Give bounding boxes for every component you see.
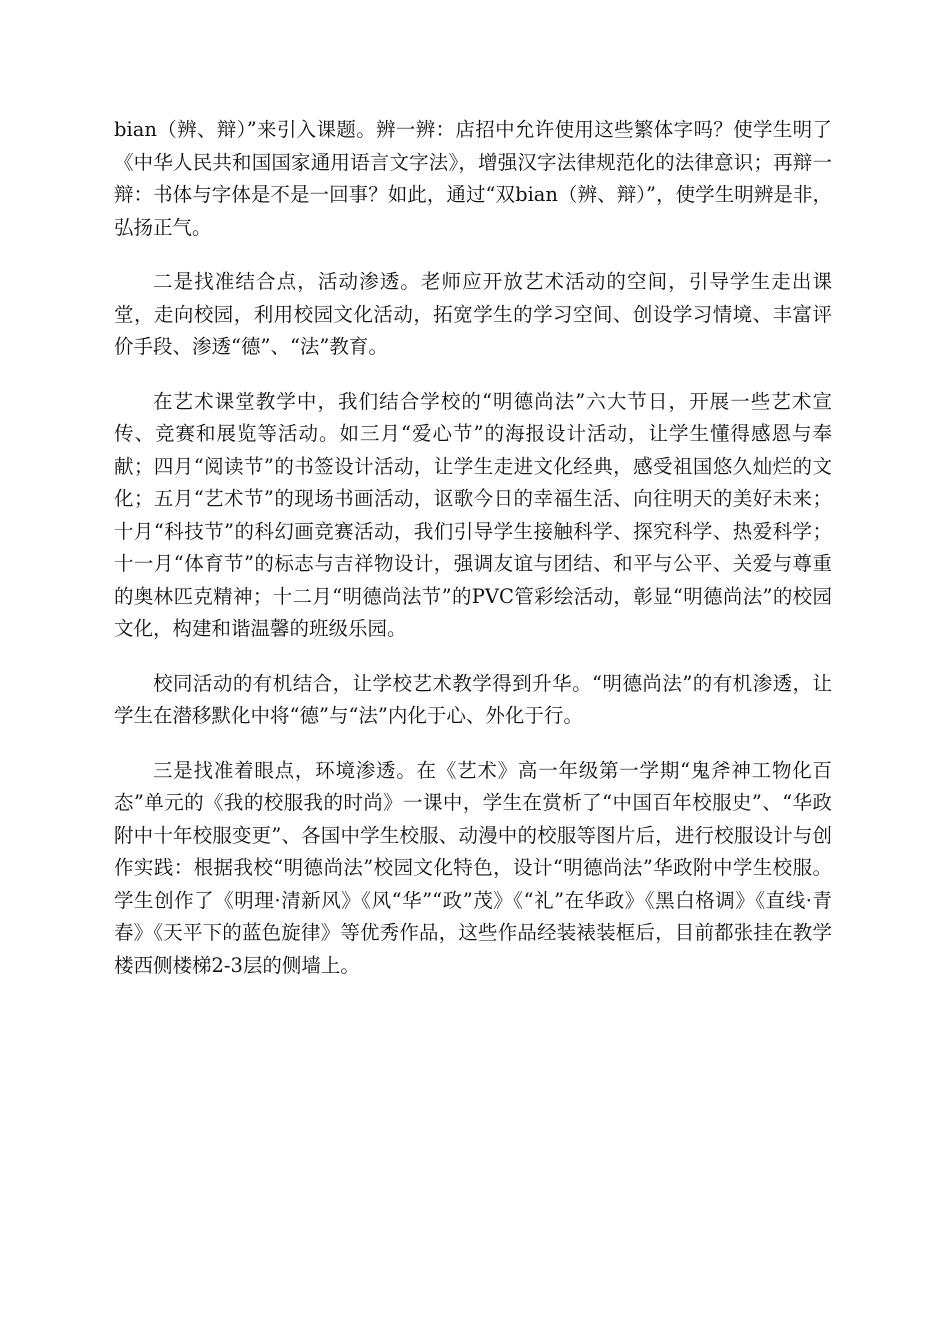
paragraph-festival-activities: 在艺术课堂教学中，我们结合学校的“明德尚法”六大节日，开展一些艺术宣传、竞赛和展览等活动。如三月“爱心节”的海报设计活动，让学生懂得感恩与奉献；四月“阅读节”的书签设计活动，让学生走进文化经典，感受祖国悠久灿烂的文化；五月“艺术节”的现场书画活动，讴歌今日的幸福生活、向往明天的美好未来；十月“科技节”的科幻画竞赛活动，我们引导学生接触科学、探究科学、热爱科学；十一月“体育节”的标志与吉祥物设计，强调友谊与团结、和平与公平、关爱与尊重的奥林匹克精神；十二月“明德尚法节”的PVC管彩绘活动，彰显“明德尚法”的校园文化，构建和谐温馨的班级乐园。 bbox=[114, 389, 832, 640]
paragraph-activity-infiltration: 二是找准结合点，活动渗透。老师应开放艺术活动的空间，引导学生走出课堂，走向校园，利用校园文化活动，拓宽学生的学习空间、创设学习情境、丰富评价手段、渗透“德”、“法”教育。 bbox=[114, 270, 832, 358]
paragraph-environment-infiltration: 三是找准着眼点，环境渗透。在《艺术》高一年级第一学期“鬼斧神工物化百态”单元的《我的校服我的时尚》一课中，学生在赏析了“中国百年校服史”、“华政附中十年校服变更”、各国中学生校服、动漫中的校服等图片后，进行校服设计与创作实践：根据我校“明德尚法”校园文化特色，设计“明德尚法”华政附中学生校服。学生创作了《明理·清新风》《风“华”“政”茂》《“礼”在华政》《黑白格调》《直线·青春》《天平下的蓝色旋律》等优秀作品，这些作品经装裱装框后，目前都张挂在教学楼西侧楼梯2-3层的侧墙上。 bbox=[114, 758, 832, 977]
paragraph-integration-summary: 校同活动的有机结合，让学校艺术教学得到升华。“明德尚法”的有机渗透，让学生在潜移默化中将“德”与“法”内化于心、外化于行。 bbox=[114, 671, 832, 727]
paragraph-continuation: bian（辨、辩）”来引入课题。辨一辨：店招中允许使用这些繁体字吗？使学生明了《中华人民共和国国家通用语言文字法》，增强汉字法律规范化的法律意识；再辩一辩：书体与字体是不是一回事？如此，通过“双bian（辨、辩）”，使学生明辨是非，弘扬正气。 bbox=[114, 118, 832, 239]
document-page bbox=[114, 114, 832, 1004]
